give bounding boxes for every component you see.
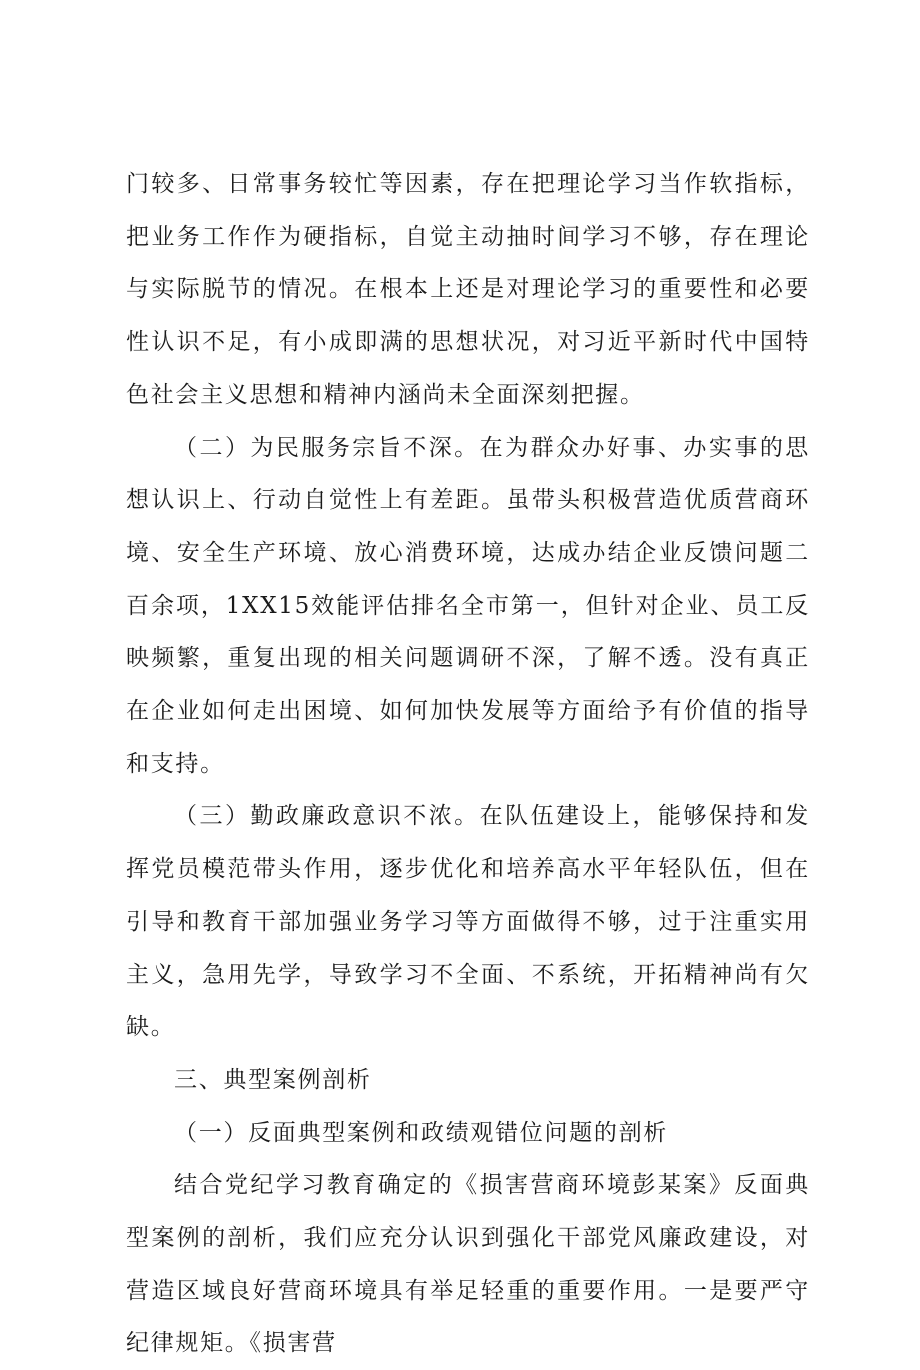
paragraph-continuation: 门较多、日常事务较忙等因素，存在把理论学习当作软指标，把业务工作作为硬指标，自觉主动抽时间学习不够，存在理论与实际脱节的情况。在根本上还是对理论学习的重要性和必要性认识不足，有小成即满的思想状况，对习近平新时代中国特色社会主义思想和精神内涵尚未全面深刻把握。 (126, 171, 810, 408)
subsection-1-heading: （一）反面典型案例和政绩观错位问题的剖析 (174, 1119, 668, 1146)
paragraph-item-3: （三）勤政廉政意识不浓。在队伍建设上，能够保持和发挥党员模范带头作用，逐步优化和培养高水平年轻队伍，但在引导和教育干部加强业务学习等方面做得不够，过于注重实用主义，急用先学，导致学习不全面、不系统，开拓精神尚有欠缺。 (126, 803, 810, 1041)
paragraph-case-analysis: 结合党纪学习教育确定的《损害营商环境彭某案》反面典型案例的剖析，我们应充分认识到强化干部党风廉政建设，对营造区域良好营商环境具有举足轻重的重要作用。一是要严守纪律规矩。《损害营 (126, 1172, 810, 1357)
section-3-heading: 三、典型案例剖析 (174, 1066, 372, 1093)
document-body (126, 158, 810, 1370)
paragraph-item-2: （二）为民服务宗旨不深。在为群众办好事、办实事的思想认识上、行动自觉性上有差距。虽带头积极营造优质营商环境、安全生产环境、放心消费环境，达成办结企业反馈问题二百余项，1XX15效能评估排名全市第一，但针对企业、员工反映频繁，重复出现的相关问题调研不深，了解不透。没有真正在企业如何走出困境、如何加快发展等方面给予有价值的指导和支持。 (126, 434, 810, 777)
